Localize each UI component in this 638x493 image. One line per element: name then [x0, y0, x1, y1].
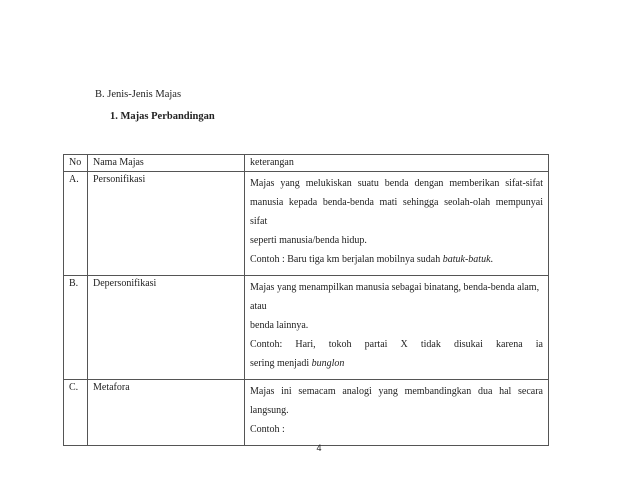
table-row [64, 380, 549, 446]
description-line: Contoh: Hari, tokoh partai X tidak disukai karena ia [250, 339, 543, 350]
description-line: langsung. [250, 405, 289, 416]
row-name: Depersonifikasi [88, 276, 245, 380]
majas-table [63, 154, 549, 446]
example-line [250, 354, 543, 373]
example-text: Contoh : Baru tiga km berjalan mobilnya sudah [250, 254, 443, 265]
example-italic: bunglon [311, 358, 345, 369]
row-description [245, 276, 549, 380]
row-no: B. [64, 276, 88, 380]
description-line: atau [250, 301, 267, 312]
example-text: sering menjadi [250, 358, 312, 369]
example-italic: batuk-batuk [442, 254, 491, 265]
row-description [245, 172, 549, 276]
header-nama-majas: Nama Majas [88, 155, 245, 172]
subsection-heading: 1. Majas Perbandingan [110, 111, 215, 122]
description-line: Majas yang menampilkan manusia sebagai binatang, benda-benda alam, [250, 282, 540, 293]
description-line: seperti manusia/benda hidup. [250, 235, 367, 246]
table-row [64, 172, 549, 276]
row-no: C. [64, 380, 88, 446]
description-line: benda lainnya. [250, 320, 309, 331]
row-name: Metafora [88, 380, 245, 446]
example-suffix: . [490, 254, 494, 265]
page-number: 4 [316, 443, 322, 453]
description-line: Majas yang melukiskan suatu benda dengan memberikan sifat-sifat [250, 178, 543, 189]
row-name: Personifikasi [88, 172, 245, 276]
header-no: No [64, 155, 88, 172]
row-no: A. [64, 172, 88, 276]
row-description [245, 380, 549, 446]
description-line: manusia kepada benda-benda mati sehingga seolah-olah mempunyai sifat [250, 197, 543, 227]
example-line [250, 250, 543, 269]
table-header-row [64, 155, 549, 172]
table-row [64, 276, 549, 380]
section-heading: B. Jenis-Jenis Majas [95, 89, 182, 100]
header-keterangan: keterangan [245, 155, 549, 172]
description-line: Contoh : [250, 424, 285, 435]
description-line: Majas ini semacam analogi yang membandingkan dua hal secara [250, 386, 543, 397]
